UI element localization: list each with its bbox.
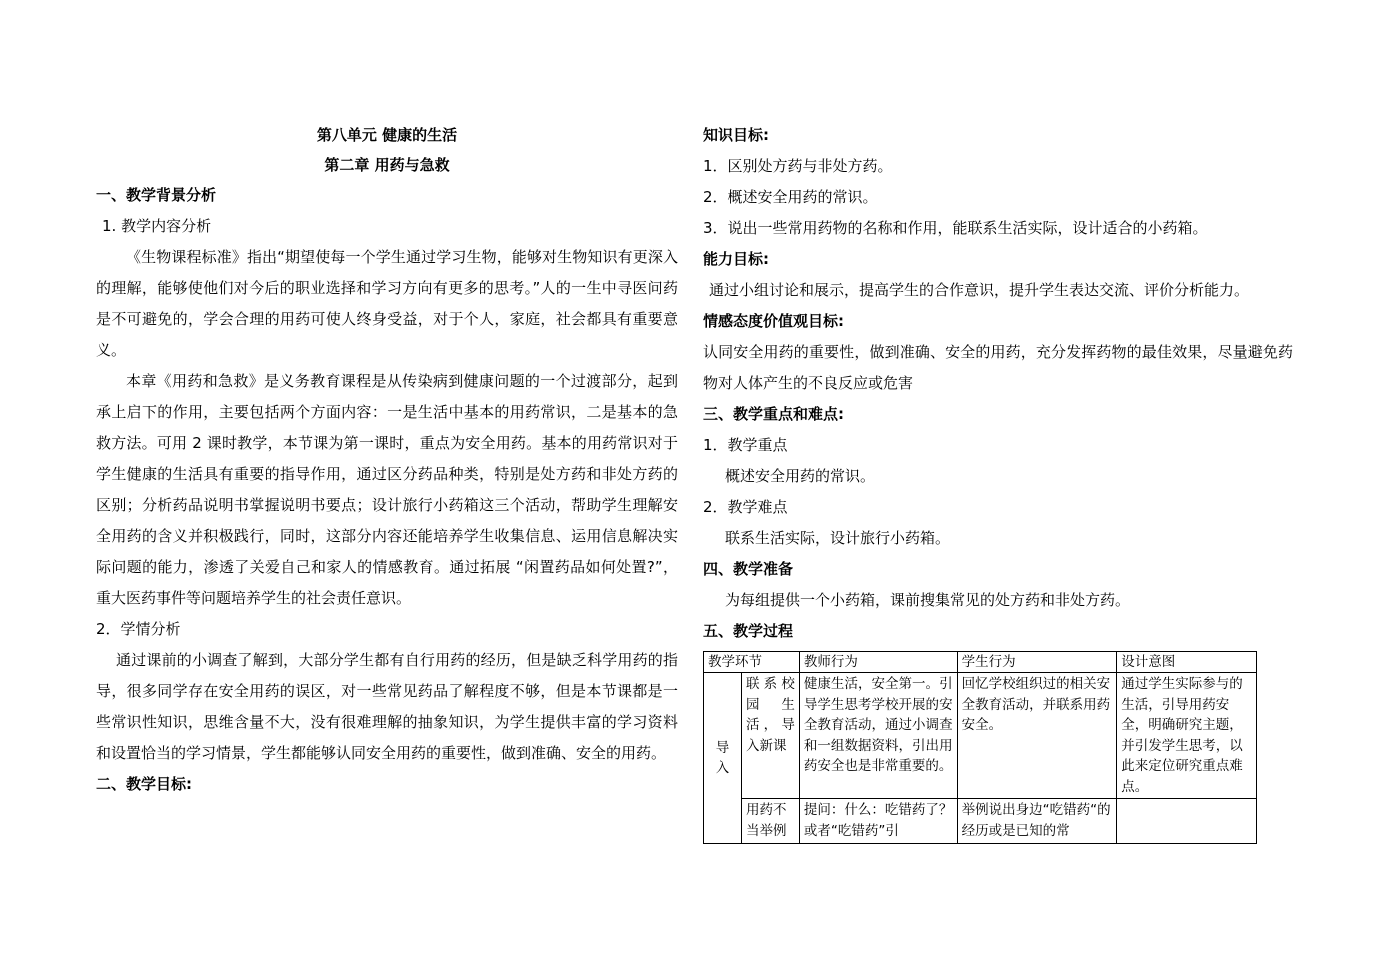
header-intent: 设计意图 xyxy=(1117,652,1257,673)
section-heading-background: 一、教学背景分析 xyxy=(96,186,217,204)
student-cell: 回忆学校组织过的相关安全教育活动，并联系用药安全。 xyxy=(957,673,1117,799)
header-student: 学生行为 xyxy=(957,652,1117,673)
unit-title: 第八单元 健康的生活 xyxy=(316,126,458,144)
section-heading-preparation: 四、教学准备 xyxy=(703,560,794,578)
student-cell: 举例说出身边“吃错药“的经历或是已知的常 xyxy=(957,799,1117,844)
preparation-text: 为每组提供一个小药箱，课前搜集常见的处方药和非处方药。 xyxy=(725,591,1131,609)
left-column xyxy=(96,120,678,800)
ability-objectives-heading: 能力目标: xyxy=(703,250,769,268)
knowledge-objectives-heading: 知识目标: xyxy=(703,126,769,144)
emotion-objective: 认同安全用药的重要性，做到准确、安全的用药，充分发挥药物的最佳效果，尽量避免药物对人体产生的不良反应或危害 xyxy=(703,343,1293,392)
subheading-student-analysis: 2．学情分析 xyxy=(96,620,181,638)
step-cell: 用药不当举例 xyxy=(741,799,799,844)
table-row xyxy=(704,673,1257,799)
section-heading-objectives: 二、教学目标: xyxy=(96,775,192,793)
stage-cell xyxy=(704,673,742,844)
stage-label: 导入 xyxy=(715,740,730,776)
section-heading-process: 五、教学过程 xyxy=(703,622,794,640)
table-header-row xyxy=(704,652,1257,673)
intent-cell xyxy=(1117,799,1257,844)
table-row xyxy=(704,799,1257,844)
subheading-content-analysis: 1. 教学内容分析 xyxy=(102,217,212,235)
lesson-process-table xyxy=(703,651,1257,844)
chapter-title: 第二章 用药与急救 xyxy=(324,156,450,174)
intent-cell: 通过学生实际参与的生活，引导用药安全，明确研究主题，并引发学生思考，以此来定位研究重点难点。 xyxy=(1117,673,1257,799)
knowledge-objective-2: 2．概述安全用药的常识。 xyxy=(703,188,878,206)
right-column xyxy=(703,120,1293,844)
ability-objective: 通过小组讨论和展示，提高学生的合作意识，提升学生表达交流、评价分析能力。 xyxy=(709,281,1250,299)
paragraph-student-analysis: 通过课前的小调查了解到，大部分学生都有自行用药的经历，但是缺乏科学用药的指导，很多同学存在安全用药的误区，对一些常见药品了解程度不够，但是本节课都是一些常识性知识，思维含量不大，没有很难理解的抽象知识，为学生提供丰富的学习资料和设置恰当的学习情景，学生都能够认同安全用药的重要性，做到准确、安全的用药。 xyxy=(96,651,678,762)
step-cell: 联系校园生活，导入新课 xyxy=(741,673,799,799)
key-point-heading: 1．教学重点 xyxy=(703,436,788,454)
emotion-objectives-heading: 情感态度价值观目标: xyxy=(703,312,844,330)
knowledge-objective-1: 1．区别处方药与非处方药。 xyxy=(703,157,893,175)
section-heading-key-points: 三、教学重点和难点: xyxy=(703,405,844,423)
knowledge-objective-3: 3．说出一些常用药物的名称和作用，能联系生活实际，设计适合的小药箱。 xyxy=(703,219,1208,237)
header-stage: 教学环节 xyxy=(704,652,800,673)
difficulty-text: 联系生活实际，设计旅行小药箱。 xyxy=(725,529,951,547)
paragraph-curriculum-standard: 《生物课程标准》指出“期望使每一个学生通过学习生物，能够对生物知识有更深入的理解，能够使他们对今后的职业选择和学习方向有更多的思考。”人的一生中寻医问药是不可避免的，学会合理的用药可使人终身受益，对于个人，家庭，社会都具有重要意义。 xyxy=(96,248,678,359)
teacher-cell: 健康生活，安全第一。引导学生思考学校开展的安全教育活动，通过小调查和一组数据资料，引出用药安全也是非常重要的。 xyxy=(799,673,957,799)
difficulty-heading: 2．教学难点 xyxy=(703,498,788,516)
paragraph-chapter-overview: 本章《用药和急救》是义务教育课程是从传染病到健康问题的一个过渡部分，起到承上启下的作用，主要包括两个方面内容：一是生活中基本的用药常识，二是基本的急救方法。可用 2 课时教学，本节课为第一课时，重点为安全用药。基本的用药常识对于学生健康的生活具有重要的指导作用，通过区分药品种类，特别是处方药和非处方药的区别；分析药品说明书掌握说明书要点；设计旅行小药箱这三个活动，帮助学生理解安全用药的含义并积极践行，同时，这部分内容还能培养学生收集信息、运用信息解决实际问题的能力，渗透了关爱自己和家人的情感教育。通过拓展 “闲置药品如何处置?”，重大医药事件等问题培养学生的社会责任意识。 xyxy=(96,372,678,607)
header-teacher: 教师行为 xyxy=(799,652,957,673)
teacher-cell: 提问：什么：吃错药了？或者“吃错药”引 xyxy=(799,799,957,844)
key-point-text: 概述安全用药的常识。 xyxy=(725,467,876,485)
